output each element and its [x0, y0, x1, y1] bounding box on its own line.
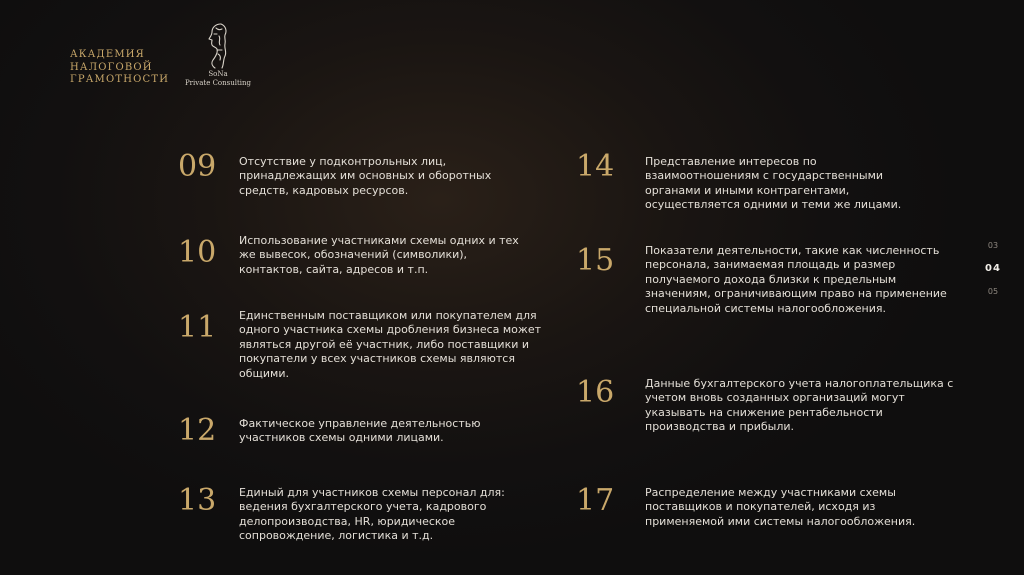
- item-number: 16: [576, 375, 615, 410]
- profile-silhouette-icon: [203, 22, 233, 70]
- item-number: 14: [576, 149, 615, 184]
- brand-line-3: ГРАМОТНОСТИ: [70, 74, 170, 85]
- item-text: Данные бухгалтерского учета налогоплательщика с учетом вновь созданных организаций могут указывать на снижение рентабельности производства и прибыли.: [645, 377, 954, 434]
- academy-brand: [70, 49, 169, 87]
- brand-line-2: НАЛОГОВОЙ: [70, 61, 153, 73]
- item-number: 15: [576, 243, 615, 278]
- item-number: 11: [178, 310, 217, 345]
- item-text: Фактическое управление деятельностью участников схемы одними лицами.: [239, 417, 481, 445]
- item-number: 12: [178, 413, 217, 448]
- item-text: Единственным поставщиком или покупателем для одного участника схемы дробления бизнеса может являться другой её участник, либо поставщики и покупатели у всех участников схемы являются общими.: [239, 309, 541, 380]
- sona-logo: [183, 22, 253, 88]
- item-number: 09: [178, 149, 217, 184]
- item-text: Распределение между участниками схемы поставщиков и покупателей, исходя из применяемой ими системы налогообложения.: [645, 486, 916, 528]
- item-text: Представление интересов по взаимоотношениям с государственными органами и иными контрагентами, осуществляется одними и теми же лицами.: [645, 155, 902, 212]
- item-number: 10: [178, 235, 217, 270]
- brand-line-1: АКАДЕМИЯ: [70, 49, 145, 60]
- item-text: Использование участниками схемы одних и тех же вывесок, обозначений (символики), контактов, сайта, адресов и т.п.: [239, 234, 519, 276]
- logo-name: SoNa: [208, 70, 228, 78]
- item-text: Единый для участников схемы персонал для: ведения бухгалтерского учета, кадрового делопроизводства, HR, юридическое сопровождение, логистика и т.д.: [239, 486, 505, 543]
- item-number: 17: [576, 483, 615, 518]
- item-text: Отсутствие у подконтрольных лиц, принадлежащих им основных и оборотных средств, кадровых ресурсов.: [239, 155, 492, 197]
- item-number: 13: [178, 483, 217, 518]
- pager-next[interactable]: 05: [987, 287, 999, 296]
- slide-pager: [982, 240, 1004, 298]
- item-text: Показатели деятельности, такие как численность персонала, занимаемая площадь и размер получаемого дохода близки к предельным значениям, ограничивающим право на применение специальной системы налогообложения.: [645, 244, 947, 315]
- pager-prev[interactable]: 03: [987, 241, 999, 250]
- pager-current[interactable]: 04: [985, 263, 1001, 274]
- logo-tagline: Private Consulting: [184, 79, 252, 87]
